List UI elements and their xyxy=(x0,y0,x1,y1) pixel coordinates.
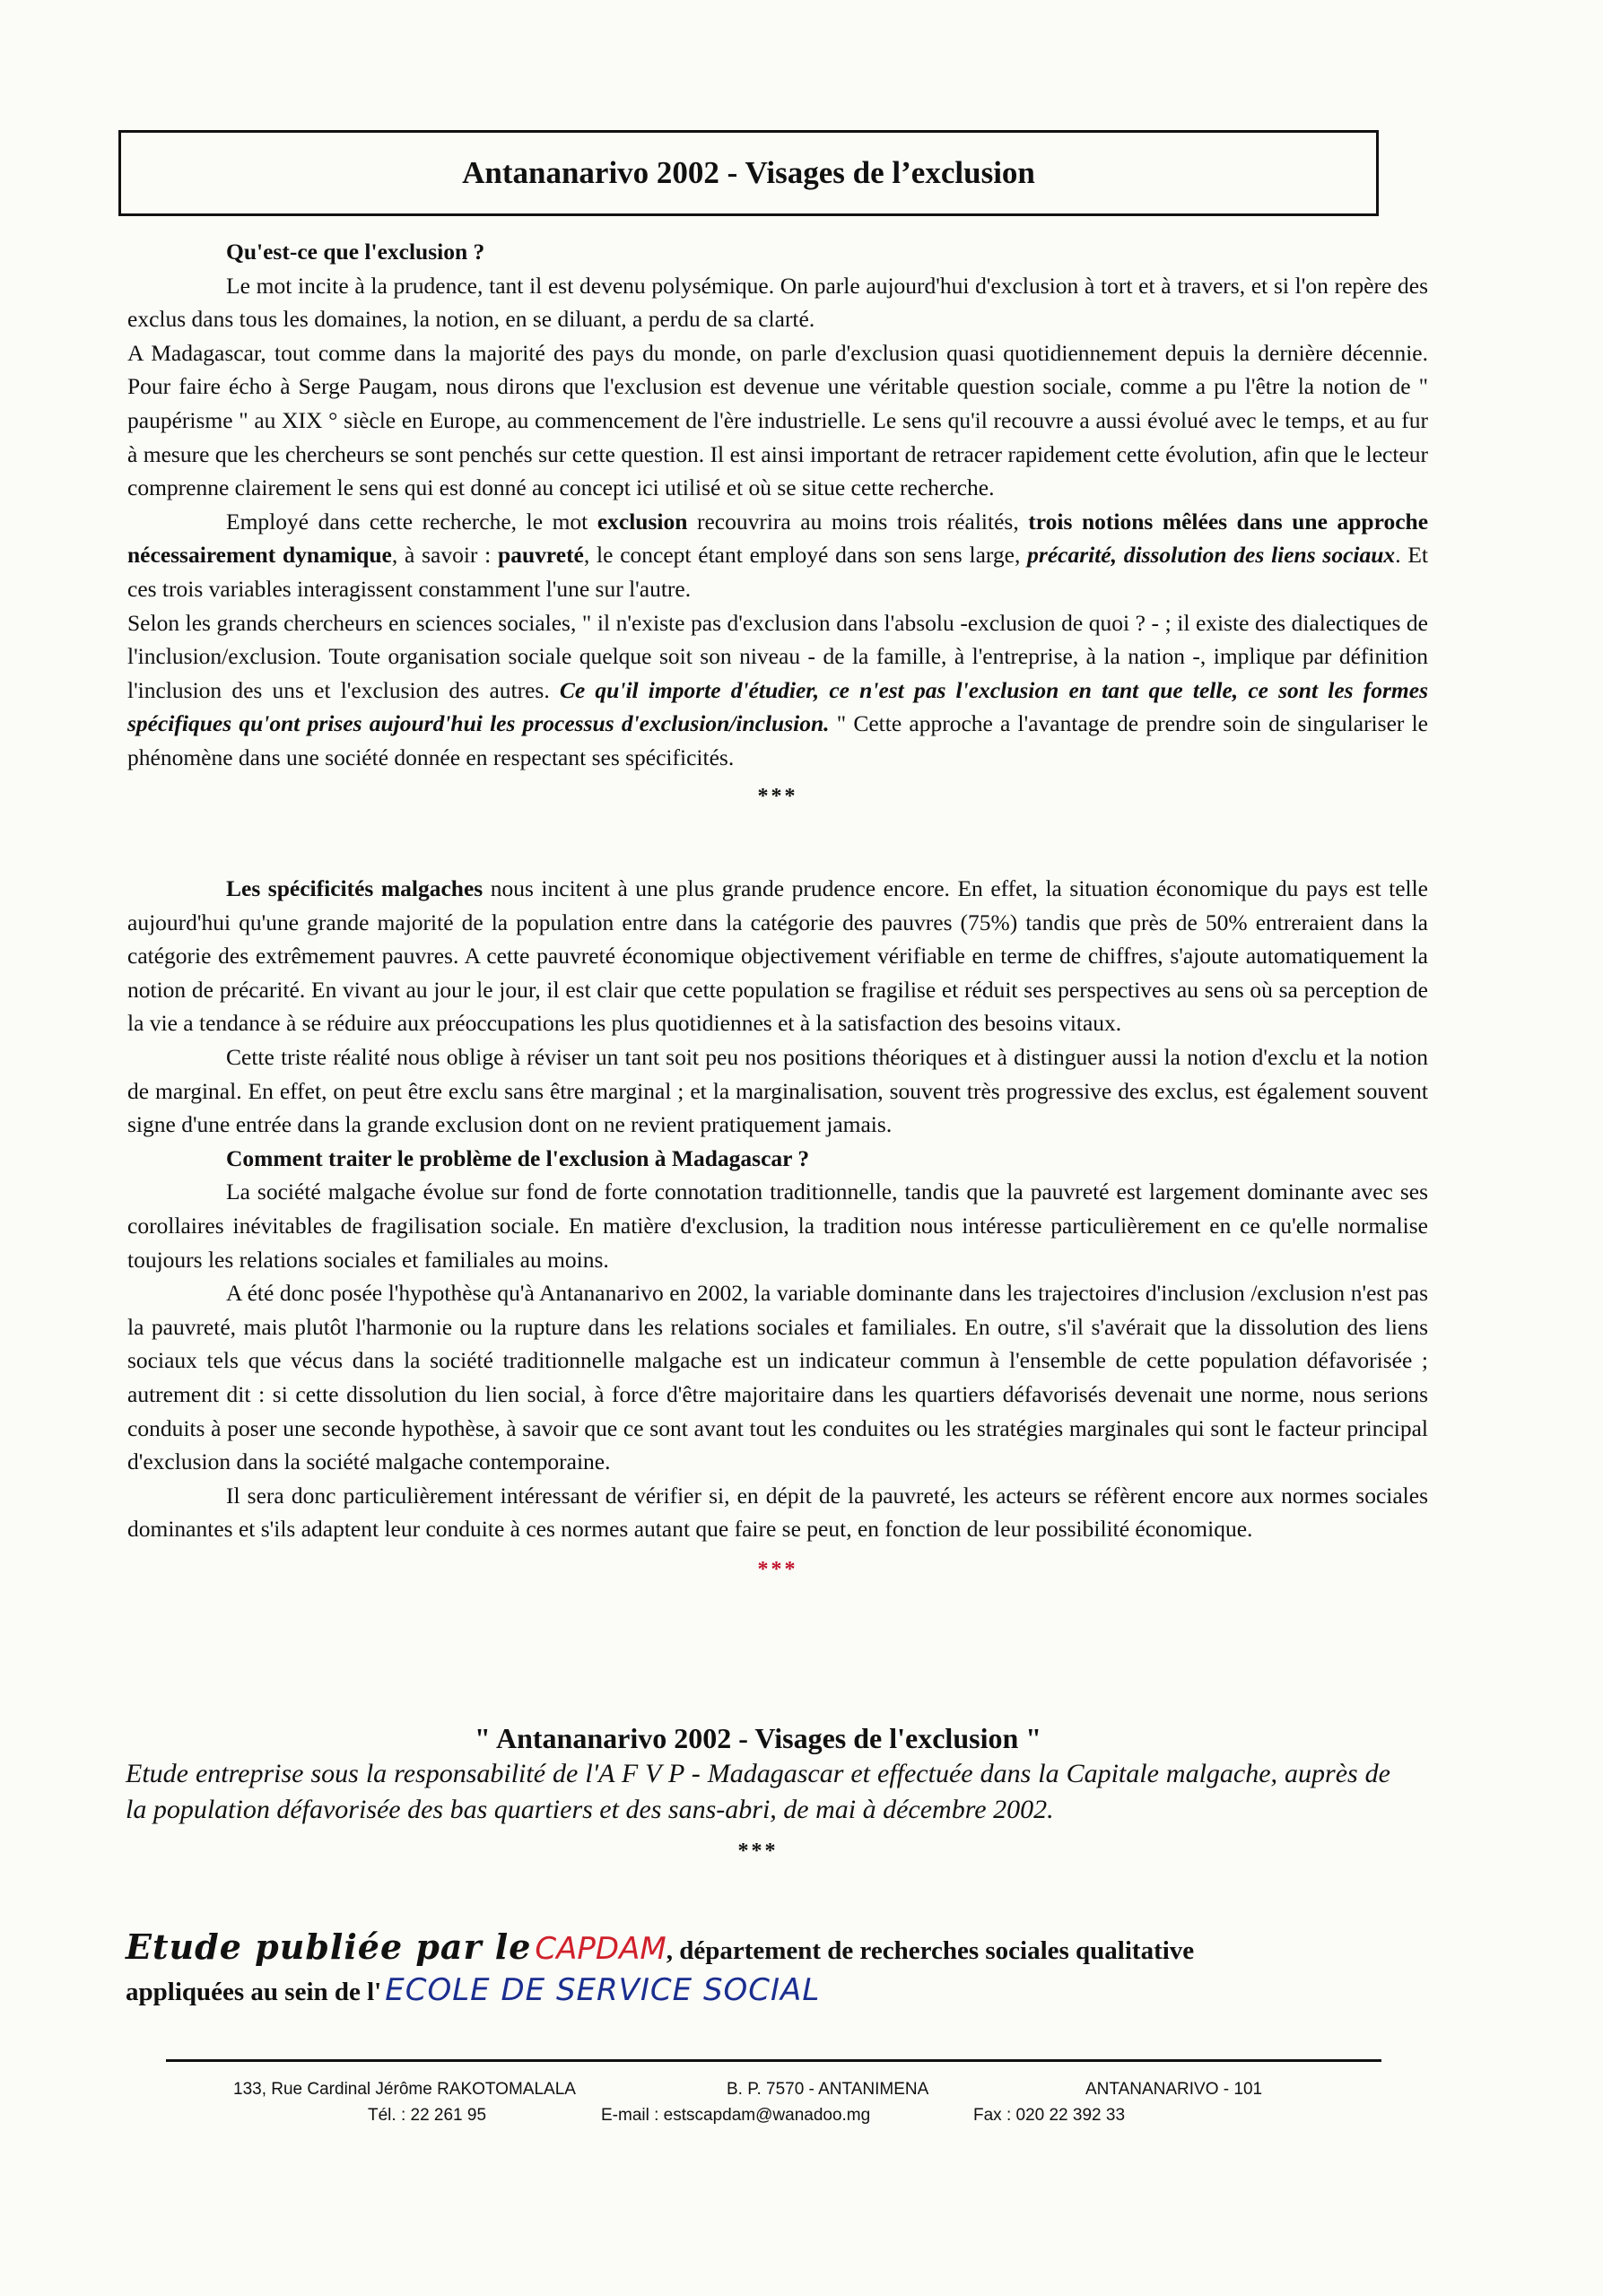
bold-italic-text: précarité, dissolution des liens sociaux xyxy=(1027,542,1396,569)
footer-tel: Tél. : 22 261 95 xyxy=(368,2106,487,2125)
text-run: nous incitent à une plus grande prudence encore. En effet, la situation économique du pays est telle aujourd'hui qu'une grande majorité de la population entre dans la catégorie des pauvres (75%) tandis que près de 50% entreraient dans la catégorie des extrêmement pauvres. A cette pauvreté économique objectivement vérifiable en terme de chiffres, s'ajoute automatiquement la notion de précarité. En vivant au jour le jour, il est clair que cette population se fragilise et réduit ses perspectives au sens où sa perception de la vie a tendance à se réduire aux préoccupations les plus quotidiennes et à la satisfaction des besoins vitaux. xyxy=(127,875,1429,1037)
publisher-prefix: Etude publiée par le xyxy=(126,1926,532,1967)
bold-italic-text: Ce qu'il importe d'étudier, ce n'est pas l'exclusion en tant que telle, ce sont les formes spécifiques qu'ont prises aujourd'hui les processus d'exclusion/inclusion. xyxy=(127,676,1429,737)
section-separator: *** xyxy=(757,1557,798,1581)
paragraph xyxy=(127,872,1428,1040)
publisher-line-2 xyxy=(126,1972,1417,2008)
paragraph: A Madagascar, tout comme dans la majorité des pays du monde, on parle d'exclusion quasi quotidiennement depuis la dernière décennie. Pour faire écho à Serge Paugam, nous dirons que l'exclusion est devenue une véritable question sociale, comme a pu l'être la notion de " paupérisme " au XIX ° siècle en Europe, au commencement de l'ère industrielle. Le sens qu'il recouvre a aussi évolué avec le temps, et au fur à mesure que les chercheurs se sont penchés sur cette question. Il est ainsi important de retracer rapidement cette évolution, afin que le lecteur comprenne clairement le sens qui est donné au concept ici utilisé et où se situe cette recherche. xyxy=(127,339,1428,501)
footer-bp: B. P. 7570 - ANTANIMENA xyxy=(727,2080,929,2099)
section-intro xyxy=(127,235,1428,813)
section-separator: *** xyxy=(757,784,798,808)
footer-address: 133, Rue Cardinal Jérôme RAKOTOMALALA xyxy=(233,2080,576,2099)
publisher-block xyxy=(126,1926,1417,2008)
text-run: . Et ces trois variables interagissent constamment l'une sur l'autre. xyxy=(127,542,1428,602)
school-name: ECOLE DE SERVICE SOCIAL xyxy=(385,1972,821,2008)
text-run: , à savoir : xyxy=(391,542,499,569)
section-heading: Comment traiter le problème de l'exclusion à Madagascar ? xyxy=(226,1144,810,1171)
text-run: Employé dans cette recherche, le mot xyxy=(226,508,597,535)
paragraph: Il sera donc particulièrement intéressant de vérifier si, en dépit de la pauvreté, les acteurs se réfèrent encore aux normes sociales dominantes et s'ils adaptent leur conduite à ces normes autant que faire se peut, en fonction de leur possibilité économique. xyxy=(127,1482,1428,1543)
publisher-description: , département de recherches sociales qualitative xyxy=(666,1936,1195,1965)
footer-city: ANTANANARIVO - 101 xyxy=(1085,2080,1263,2099)
paragraph: Cette triste réalité nous oblige à réviser un tant soit peu nos positions théoriques et à distinguer aussi la notion d'exclu et la notion de marginal. En effet, on peut être exclu sans être marginal ; et la marginalisation, souvent très progressive des exclus, est également souvent signe d'une entrée dans la grande exclusion dont on ne revient pratiquement jamais. xyxy=(127,1043,1428,1138)
capdam-name: CAPDAM xyxy=(535,1931,666,1967)
footer-fax: Fax : 020 22 392 33 xyxy=(973,2106,1126,2125)
publisher-line-1 xyxy=(126,1926,1417,1967)
publisher-text: appliquées au sein de l' xyxy=(126,1978,382,2006)
paragraph: Le mot incite à la prudence, tant il est devenu polysémique. On parle aujourd'hui d'exclusion à tort et à travers, et si l'on repère des exclus dans tous les domaines, la notion, en se diluant, a perdu de sa clarté. xyxy=(127,272,1428,333)
title-box xyxy=(118,130,1379,216)
bold-text: Les spécificités malgaches xyxy=(226,875,484,901)
paragraph: A été donc posée l'hypothèse qu'à Antananarivo en 2002, la variable dominante dans les trajectoires d'inclusion /exclusion n'est pas la pauvreté, mais plutôt l'harmonie ou la rupture dans les relations sociales et familiales. En outre, s'il s'avérait que la dissolution des liens sociaux tels que vécus dans la société traditionnelle malgache est un indicateur commun à l'ensemble de cette population défavorisée ; autrement dit : si cette dissolution du lien social, à force d'être majoritaire dans les quartiers défavorisés devenait une norme, nous serions conduits à poser une seconde hypothèse, à savoir que ce sont avant tout les conduites ou les stratégies marginales qui sont le facteur principal d'exclusion dans la société malgache contemporaine. xyxy=(127,1280,1428,1475)
page-title: Antananarivo 2002 - Visages de l’exclusion xyxy=(462,155,1035,190)
text-run: Selon les grands chercheurs en sciences sociales, " il n'existe pas d'exclusion dans l'absolu -exclusion de quoi ? - ; il existe des dialectiques de l'inclusion/exclusion. Toute organisation sociale quelque soit son niveau - de la famille, à l'entreprise, à la nation -, implique par définition l'inclusion des uns et l'exclusion des autres. xyxy=(127,609,1428,703)
text-run: " Cette approche a l'avantage de prendre soin de singulariser le phénomène dans une société donnée en respectant ses spécificités. xyxy=(127,710,1428,770)
paragraph: La société malgache évolue sur fond de forte connotation traditionnelle, tandis que la pauvreté est largement dominante avec ses corollaires inévitables de fragilisation sociale. En matière d'exclusion, la tradition nous intéresse particulièrement en ce qu'elle normalise toujours les relations sociales et familiales au moins. xyxy=(127,1178,1428,1273)
study-description: Etude entreprise sous la responsabilité de l'A F V P - Madagascar et effectuée dans la Capitale malgache, auprès de la population défavorisée des bas quartiers et des sans-abri, de mai à décembre 2002. xyxy=(126,1758,1390,1824)
study-block xyxy=(126,1722,1390,1868)
bold-text: exclusion xyxy=(597,508,688,535)
section-specificities xyxy=(127,872,1428,1587)
footer-email: E-mail : estscapdam@wanadoo.mg xyxy=(601,2106,871,2125)
paragraph xyxy=(127,606,1428,775)
text-run: recouvrira au moins trois réalités, xyxy=(687,508,1029,535)
bold-text: pauvreté xyxy=(498,542,584,569)
bold-text: trois notions mêlées dans une approche nécessairement dynamique xyxy=(127,508,1429,569)
footer-divider xyxy=(166,2059,1381,2062)
section-separator: *** xyxy=(737,1839,779,1863)
study-title: " Antananarivo 2002 - Visages de l'exclusion " xyxy=(474,1722,1042,1754)
section-heading: Qu'est-ce que l'exclusion ? xyxy=(226,239,485,265)
paragraph xyxy=(127,505,1428,606)
text-run: , le concept étant employé dans son sens large, xyxy=(583,542,1028,569)
